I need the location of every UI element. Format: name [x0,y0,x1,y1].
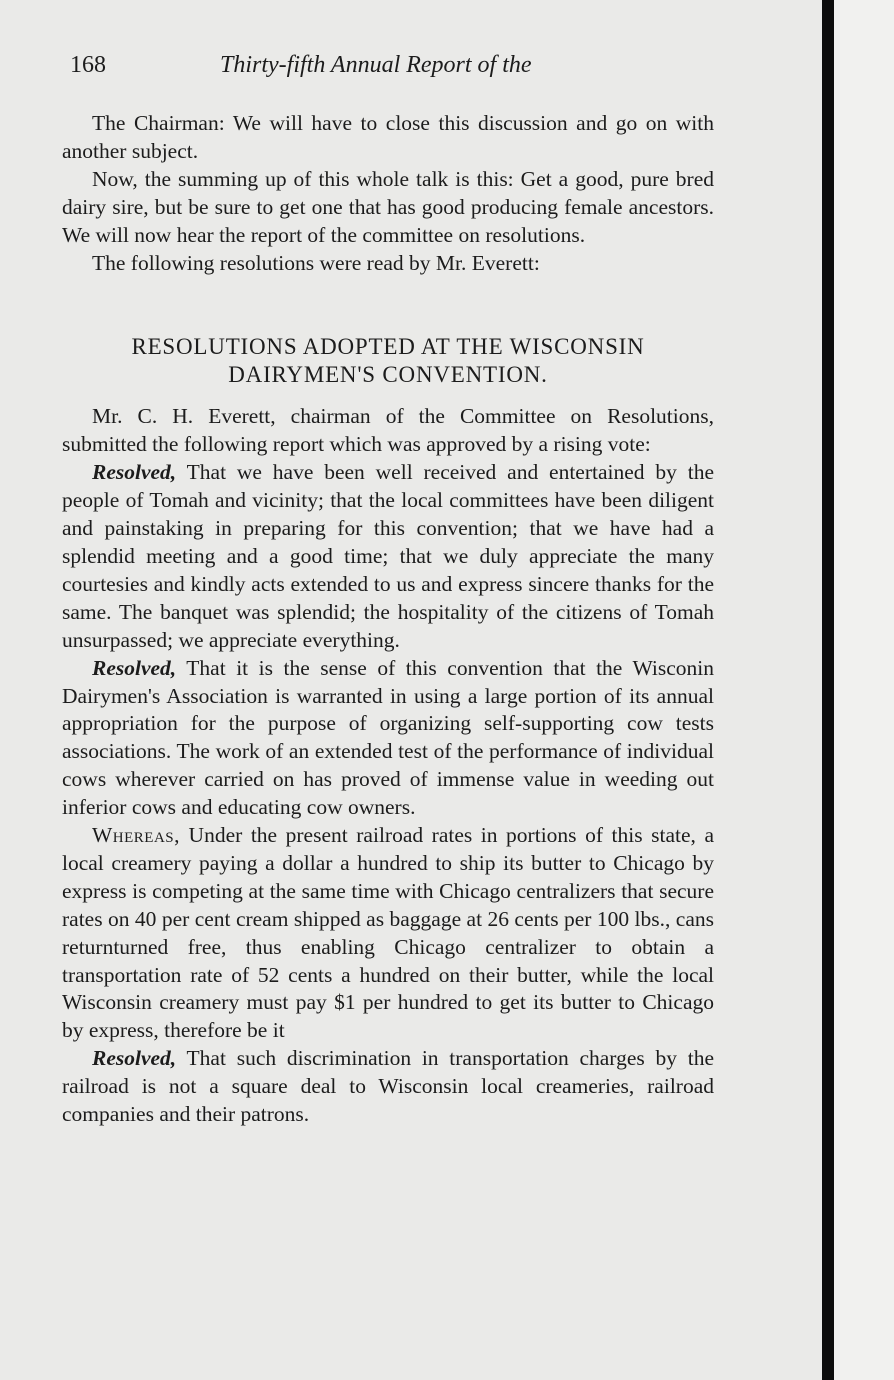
resolution-2-lead: Resolved, [92,655,177,680]
section-heading [62,333,714,389]
section-heading-line-2: DAIRYMEN'S CONVENTION. [228,362,548,388]
paragraph-resolutions-read: The following resolutions were read by Mr. Everett: [92,250,540,275]
resolution-1-text: That we have been well received and entertained by the people of Tomah and vicinity; that the local committees have been diligent and painstaking in preparing for this convention; that we have had a splendid meeting and a good time; that we duly appreciate the many courtesies and kindly acts extended to us and express sincere thanks for the same. The banquet was splendid; the hospitality of the citizens of Tomah unsurpassed; we appreciate everything. [62,460,714,652]
body-text [62,110,714,1129]
whereas-clause [62,822,714,1045]
page-number: 168 [70,52,106,78]
resolution-3-text: That such discrimination in transportation charges by the railroad is not a square deal to Wisconsin local creameries, railroad companies and their patrons. [62,1046,714,1127]
paragraph-chairman: The Chairman: We will have to close this discussion and go on with another subject. [62,111,714,163]
running-title: Thirty-fifth Annual Report of the [220,52,532,78]
resolution-2-text: That it is the sense of this convention that the Wisconin Dairymen's Association is warranted in using a large portion of its annual appropriation for the purpose of organizing self-supporting cow tests associations. The work of an extended test of the performance of individual cows wherever carried on has proved of immense value in weeding out inferior cows and educating cow owners. [62,655,714,820]
whereas-lead: Whereas, [92,823,181,848]
resolution-3-lead: Resolved, [92,1046,177,1071]
running-head [70,52,710,86]
resolution-1-lead: Resolved, [92,460,177,485]
resolution-3 [62,1045,714,1129]
paragraph-everett-report: Mr. C. H. Everett, chairman of the Committee on Resolutions, submitted the following report which was approved by a rising vote: [62,404,714,457]
page-gutter-shadow [822,0,834,1380]
resolution-1 [62,459,714,654]
resolution-2 [62,655,714,822]
whereas-text: Under the present railroad rates in portions of this state, a local creamery paying a dollar a hundred to ship its butter to Chicago by express is competing at the same time with Chicago centralizers that secure rates on 40 per cent cream shipped as baggage at 26 cents per 100 lbs., cans returnturned free, thus enabling Chicago centralizer to obtain a transportation rate of 52 cents a hundred on their butter, while the local Wisconsin creamery must pay $1 per hundred to get its butter to Chicago by express, therefore be it [62,823,714,1043]
next-page-edge [834,0,894,1380]
section-heading-line-1: RESOLUTIONS ADOPTED AT THE WISCONSIN [131,334,645,360]
paragraph-summary: Now, the summing up of this whole talk is this: Get a good, pure bred dairy sire, but be sure to get one that has good producing female ancestors. We will now hear the report of the committee on resolutions. [62,166,714,247]
